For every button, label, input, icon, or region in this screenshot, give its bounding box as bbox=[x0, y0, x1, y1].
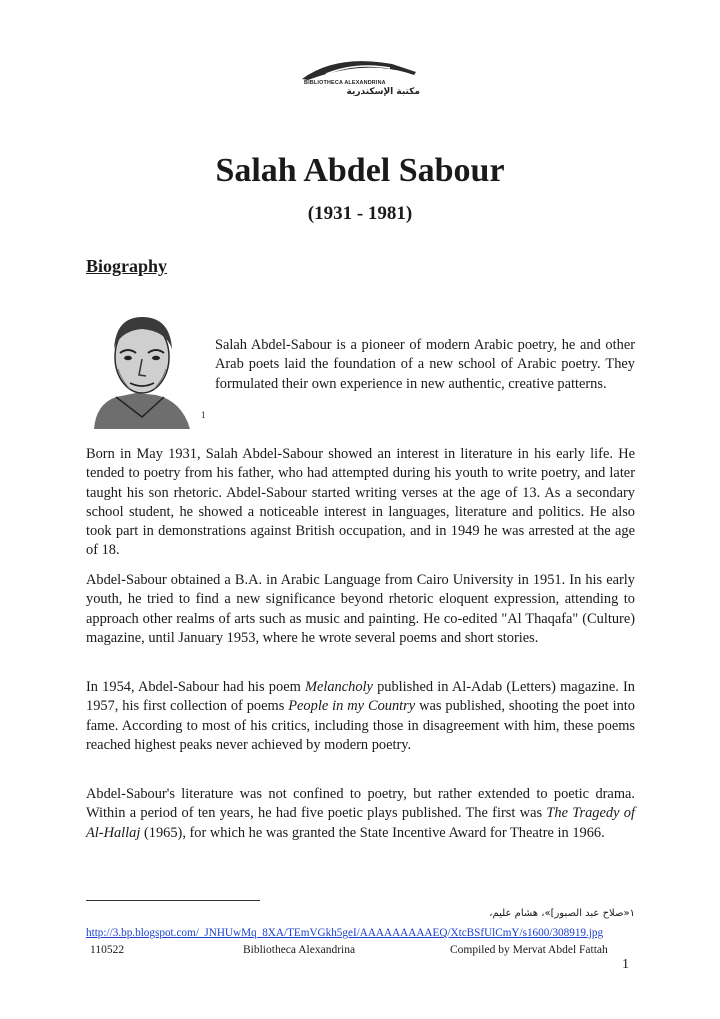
footnote-image-link[interactable]: http://3.bp.blogspot.com/_JNHUwMq_8XA/TEmVGkh5geI/AAAAAAAAAEQ/XtcBSfUlCmY/s1600/308919.jpg bbox=[86, 927, 604, 939]
intro-paragraph: Salah Abdel-Sabour is a pioneer of modern Arabic poetry, he and other Arab poets laid the foundation of a new school of Arabic poetry. They formulated their own experience in new authentic, creative patterns. bbox=[215, 337, 635, 392]
footer-library-name: Bibliotheca Alexandrina bbox=[243, 944, 356, 956]
footnote-arabic-citation: ١«صلاح عبد الصبور]»، هشام عليم، bbox=[489, 908, 635, 919]
collection-title-people-in-my-country: People in my Country bbox=[288, 698, 416, 715]
logo-name-english: BIBLIOTHECA ALEXANDRINA bbox=[304, 80, 386, 86]
footnote-marker: 1 bbox=[201, 410, 206, 420]
paragraph-first-collection bbox=[86, 678, 635, 755]
footer-document-code: 110522 bbox=[90, 944, 125, 956]
logo-name-arabic: مكتبة الإسكندرية bbox=[346, 87, 420, 97]
footnote-divider bbox=[86, 900, 260, 901]
paragraph-early-life: Born in May 1931, Salah Abdel-Sabour showed an interest in literature in his early life. He tended to poetry from his father, who had attempted during his youth to write poetry, and later taught his son rhetoric. Abdel-Sabour started writing verses at the age of 13. As a secondary school student, he showed a noticeable interest in languages, literature and politics. He also took part in demonstrations against British occupation, and in 1949 he was arrested at the age of 18. bbox=[86, 446, 635, 559]
p4-text-c: (1965), for which he was granted the State Incentive Award for Theatre in 1966. bbox=[140, 824, 605, 841]
paragraph-education: Abdel-Sabour obtained a B.A. in Arabic Language from Cairo University in 1951. In his early youth, he tried to find a new significance beyond rhetoric eloquent expression, attending to approach other realms of arts such as music and painting. He co-edited "Al Thaqafa" (Culture) magazine, until January 1953, where he wrote several poems and short stories. bbox=[86, 572, 635, 646]
logo-arc-icon bbox=[296, 52, 424, 82]
play-title-tragedy-of-al-hallaj: The Tragedy of Al-Hallaj bbox=[86, 805, 635, 841]
page-title: Salah Abdel Sabour bbox=[215, 152, 505, 189]
p4-text-a: Abdel-Sabour's literature was not confined to poetry, but rather extended to poetic drama. Within a period of ten years, he had five poetic plays published. The first was bbox=[86, 786, 635, 822]
page-number: 1 bbox=[622, 957, 629, 972]
bibliotheca-alexandrina-logo bbox=[296, 52, 424, 102]
life-years: (1931 - 1981) bbox=[307, 203, 413, 224]
section-heading-biography: Biography bbox=[86, 256, 168, 276]
poem-title-melancholy: Melancholy bbox=[304, 679, 373, 695]
paragraph-poetic-drama bbox=[86, 785, 635, 843]
p3-text-a: In 1954, Abdel-Sabour had his poem bbox=[86, 679, 305, 695]
p3-text-c: published in Al-Adab (Letters) magazine. In 1957, his first collection of poems bbox=[86, 679, 635, 715]
footer-compiled-by: Compiled by Mervat Abdel Fattah bbox=[450, 944, 608, 956]
poet-portrait-image bbox=[86, 309, 198, 429]
p3-text-e: was published, shooting the poet into fame. According to most of his critics, including those in disagreement with him, these poems reached highest peaks never achieved by modern poetry. bbox=[86, 698, 636, 753]
